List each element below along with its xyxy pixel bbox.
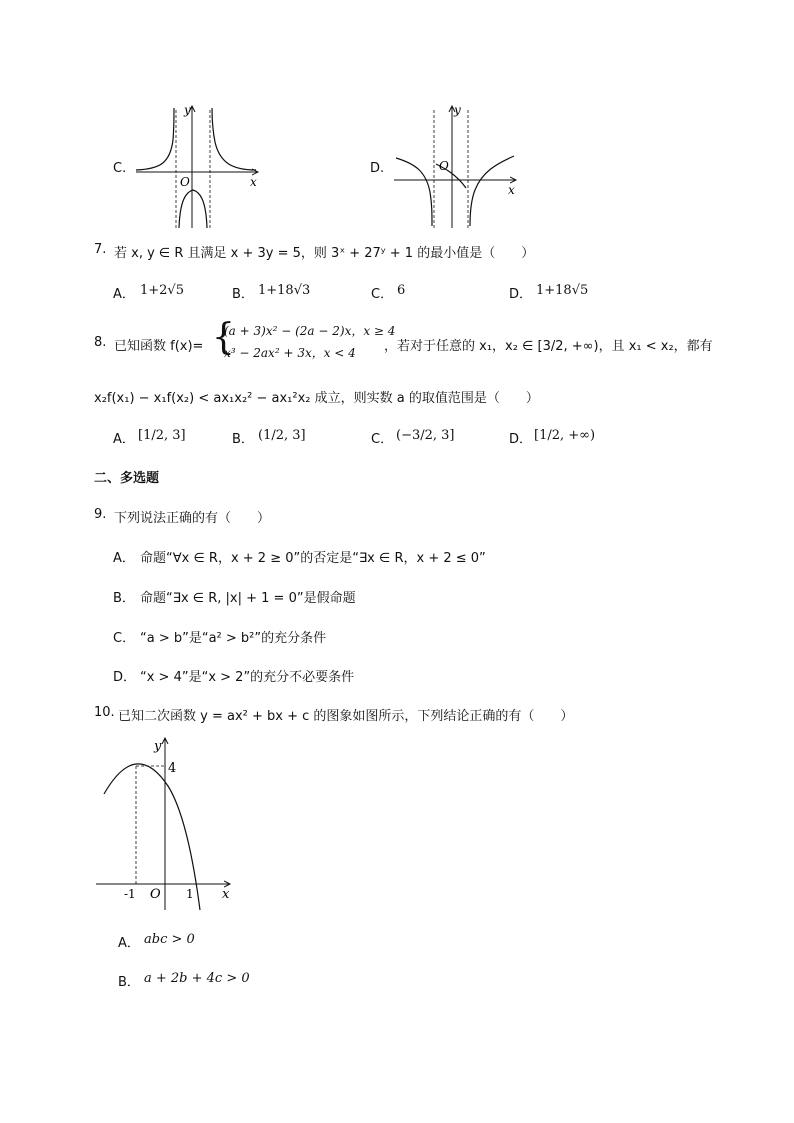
label-4: 4 (168, 761, 177, 776)
q10-option-a-text: abc > 0 (144, 932, 195, 947)
option-d-label: D. (370, 161, 385, 176)
origin-label: O (180, 175, 190, 189)
q9-option-b-text: 命题“∃x ∈ R, |x| + 1 = 0”是假命题 (140, 591, 356, 606)
q9-option-c-text: “a > b”是“a² > b²”的充分条件 (140, 631, 327, 646)
x-axis-label: x (222, 887, 230, 902)
q9-option-a-label: A． (113, 551, 135, 566)
q7-option-c-label: C． (371, 287, 394, 302)
label-1: 1 (186, 887, 194, 901)
q8-option-c-label: C． (371, 432, 394, 447)
q8-piece-2: x³ − 2ax² + 3x，x < 4 (224, 346, 356, 360)
q9-option-b-label: B． (113, 591, 135, 606)
curve-right-branch (212, 108, 256, 170)
q9-option-c-label: C． (113, 631, 136, 646)
option-c-graph (134, 100, 264, 230)
q9-number: 9. (94, 507, 107, 522)
q9-option-a-text: 命题“∀x ∈ R，x + 2 ≥ 0”的否定是“∃x ∈ R，x + 2 ≤ 0” (140, 551, 486, 566)
q8-brace: { (212, 317, 235, 358)
x-axis-label: x (508, 183, 515, 197)
q7-option-a-text: 1+2√5 (140, 283, 184, 298)
q7-option-d-label: D． (509, 287, 533, 302)
q8-option-c-text: (−3/2, 3] (396, 428, 455, 443)
y-axis-label: y (184, 103, 191, 117)
q9-stem: 下列说法正确的有（ ） (114, 511, 271, 526)
q10-parabola-graph (92, 732, 242, 912)
q8-option-b-label: B． (232, 432, 254, 447)
q10-option-a-label: A． (118, 936, 140, 951)
curve-left-branch (396, 158, 432, 226)
q8-stem-line2: x₂f(x₁) − x₁f(x₂) < ax₁x₂² − ax₁²x₂ 成立，则实数 a 的取值范围是（ ） (94, 391, 539, 406)
q8-option-a-text: [1/2, 3] (138, 428, 186, 443)
q10-number: 10. (94, 705, 115, 720)
q10-option-b-label: B． (118, 975, 140, 990)
q7-option-b-label: B． (232, 287, 254, 302)
q10-stem: 已知二次函数 y = ax² + bx + c 的图象如图所示，下列结论正确的有（ ） (118, 709, 574, 724)
q8-stem-suffix: ，若对于任意的 x₁，x₂ ∈ [3/2, +∞)，且 x₁ < x₂，都有 (384, 339, 713, 354)
x-axis-label: x (250, 175, 257, 189)
q7-option-a-label: A． (113, 287, 135, 302)
origin-label: O (150, 887, 161, 902)
q7-option-b-text: 1+18√3 (258, 283, 311, 298)
q8-option-d-label: D． (509, 432, 533, 447)
q8-number: 8. (94, 335, 107, 350)
q8-piece-1: (a + 3)x² − (2a − 2)x，x ≥ 4 (224, 324, 396, 338)
y-axis-label: y (154, 739, 162, 754)
q10-option-b-text: a + 2b + 4c > 0 (144, 971, 250, 986)
curve-left-branch (136, 108, 174, 170)
option-c-label: C. (113, 161, 127, 176)
q8-stem-prefix: 已知函数 f(x)= (114, 339, 204, 354)
q8-option-a-label: A． (113, 432, 135, 447)
section-title: 二、多选题 (94, 471, 160, 486)
q9-option-d-text: “x > 4”是“x > 2”的充分不必要条件 (140, 670, 355, 685)
q7-option-c-text: 6 (397, 283, 406, 298)
y-axis-label: y (454, 103, 461, 117)
label-neg1: -1 (124, 887, 136, 901)
q7-option-d-text: 1+18√5 (536, 283, 589, 298)
option-d-graph (392, 100, 522, 230)
curve-middle-branch (179, 190, 207, 228)
q7-stem: 若 x, y ∈ R 且满足 x + 3y = 5，则 3ˣ + 27ʸ + 1 的最小值是（ ） (114, 246, 535, 261)
q8-option-b-text: (1/2, 3] (258, 428, 306, 443)
q7-number: 7. (94, 242, 107, 257)
q9-option-d-label: D． (113, 670, 137, 685)
q8-option-d-text: [1/2, +∞) (534, 428, 596, 443)
origin-label: O (439, 159, 449, 173)
